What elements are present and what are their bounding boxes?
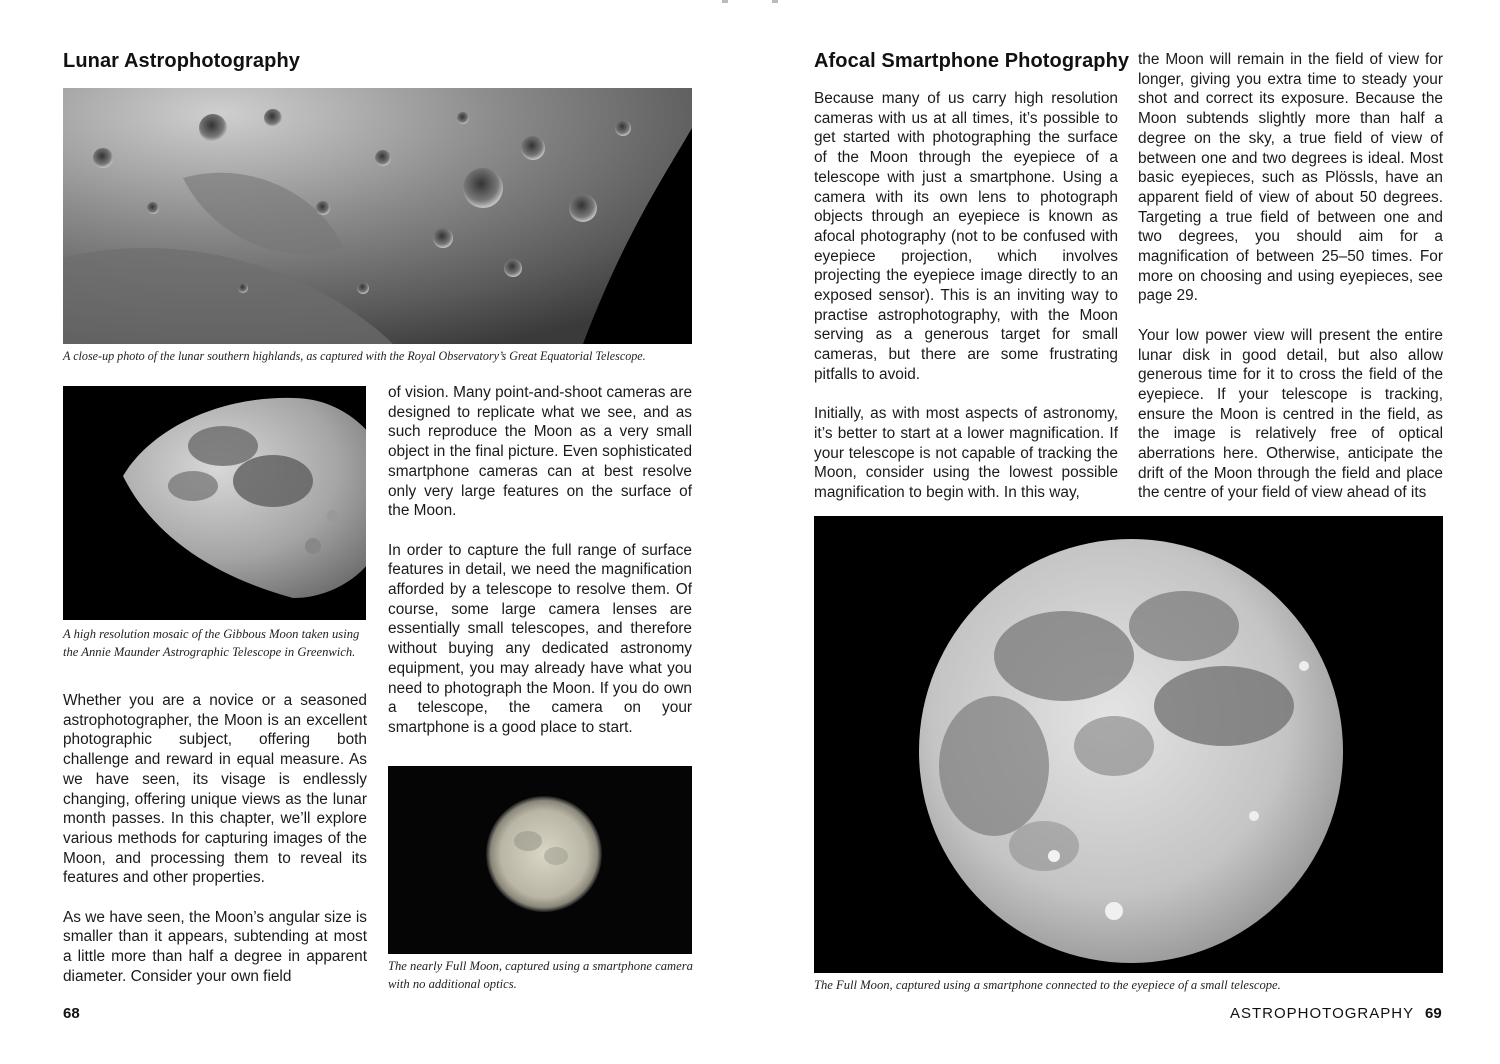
paragraph: Because many of us carry high resolution cameras with us at all times, it’s possible to get started with photographing the surface of the Moon through the eyepiece of a telescope with just a smartphone. Using a camera with its own lens to photograph objects through an eyepiece is known as afocal photography (not to be confused with eyepiece projection, which involves projecting the eyepiece image directly to an exposed sensor). This is an inviting way to practise astrophotography, with the Moon serving as a generous target for small cameras, but there are some frustrating pitfalls to avoid. [814,90,1118,383]
left-column-1-text [63,691,367,1006]
paragraph: In order to capture the full range of surface features in detail, we need the magnification afforded by a telescope to resolve them. Of course, some large camera lenses are essentially small telescopes, and therefore without buying any dedicated astronomy equipment, you may already have what you need to photograph the Moon. If you do own a telescope, the camera on your smartphone is a good place to start. [388,541,692,736]
page-gutter-mark [772,0,778,3]
left-column-2-text [388,383,692,757]
page-number-left: 68 [63,1005,80,1022]
paragraph: Your low power view will present the entire lunar disk in good detail, but also allow generous time for it to cross the field of the eyepiece. If your telescope is tracking, ensure the Moon is centred in the field, as the image is relatively free of optical aberrations here. Otherwise, anticipate the drift of the Moon through the field and place the centre of your field of view ahead of its [1138,326,1443,502]
gibbous-moon-photo [63,386,366,620]
figure-caption-highlands: A close-up photo of the lunar southern highlands, as captured with the Royal Observatory’s Great Equatorial Telescope. [63,349,646,363]
smartphone-moon-photo [388,766,692,954]
full-moon-photo [814,516,1443,973]
paragraph: the Moon will remain in the field of view for longer, giving you extra time to steady your shot and correct its exposure. Because the Moon subtends slightly more than half a degree on the sky, a true field of view of between one and two degrees is ideal. Most basic eyepieces, such as Plössls, have an apparent field of view of about 50 degrees. Targeting a true field of between one and two degrees, you should aim for a magnification of between 25–50 times. For more on choosing and using eyepieces, see page 29. [1138,51,1443,305]
page-number-right: 69 [1425,1005,1442,1022]
page-gutter-mark [722,0,728,3]
running-head: ASTROPHOTOGRAPHY [1230,1005,1415,1022]
figure-caption-gibbous: A high resolution mosaic of the Gibbous Moon taken using the Annie Maunder Astrographic Telescope in Greenwich. [63,627,360,659]
paragraph: Whether you are a novice or a seasoned astrophotographer, the Moon is an excellent photographic subject, offering both challenge and reward in equal measure. As we have seen, its visage is endlessly changing, offering unique views as the lunar month passes. In this chapter, we’ll explore various methods for capturing images of the Moon, and processing them to reveal its features and other properties. [63,692,367,887]
right-column-1-text [814,89,1118,522]
right-page-heading: Afocal Smartphone Photography [814,50,1130,72]
paragraph: As we have seen, the Moon’s angular size is smaller than it appears, subtending at most a little more than half a degree in apparent diameter. Consider your own field [63,908,367,985]
paragraph: Initially, as with most aspects of astronomy, it’s better to start at a lower magnification. If your telescope is not capable of tracking the Moon, consider using the lowest possible magnification to begin with. In this way, [814,405,1118,502]
left-page-heading: Lunar Astrophotography [63,50,301,72]
paragraph: of vision. Many point-and-shoot cameras are designed to replicate what we see, and as such reproduce the Moon as a very small object in the final picture. Even sophisticated smartphone cameras can at best resolve only very large features on the surface of the Moon. [388,384,692,520]
figure-caption-full-moon: The Full Moon, captured using a smartphone connected to the eyepiece of a small telescope. [814,978,1281,992]
lunar-highlands-photo [63,88,692,344]
figure-caption-smartphone: The nearly Full Moon, captured using a smartphone camera with no additional optics. [388,959,693,991]
right-column-2-text [1138,50,1443,523]
